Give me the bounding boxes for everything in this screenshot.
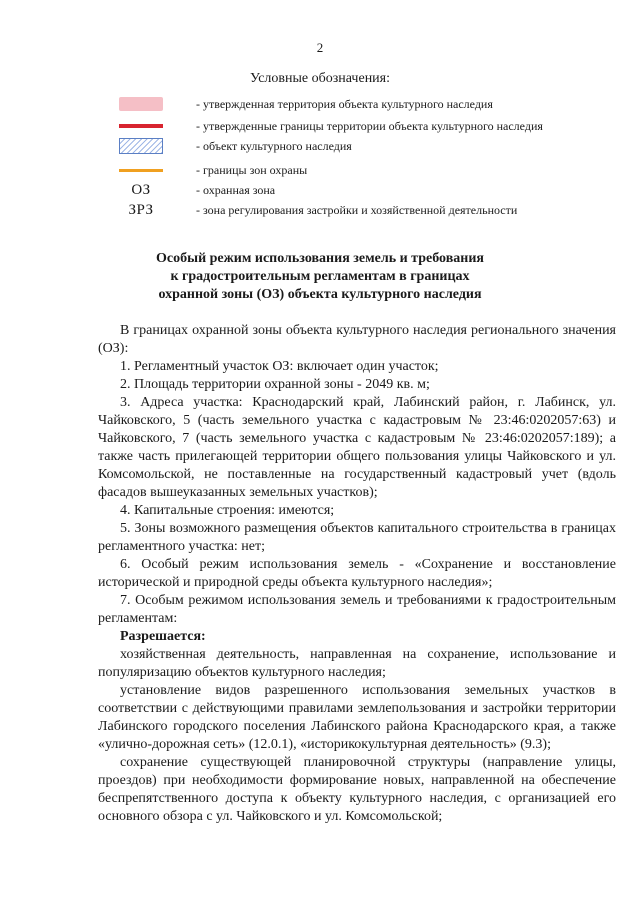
list-item: 6. Особый режим использования земель - «Сохранение и восстановление исторической и природной среды объекта культурного наследия»; <box>98 557 616 590</box>
body-text <box>98 322 616 826</box>
allowed-item: хозяйственная деятельность, направленная на сохранение, использование и популяризацию объектов культурного наследия; <box>98 647 616 680</box>
legend-item-development-zone <box>118 201 618 219</box>
allowed-item: установление видов разрешенного использования земельных участков в соответствии с действующими правилами землепользования и застройки территории Лабинского городского поселения Лабинского района Краснодарского края, а также «улично-дорожная сеть» (12.0.1), «историкокультурная деятельность» (9.3); <box>98 683 616 752</box>
legend-item-protection-zone-boundaries <box>118 161 618 179</box>
heading-line: к градостроительным регламентам в границах <box>170 269 470 284</box>
legend-label: - охранная зона <box>196 183 276 197</box>
legend-label: - границы зон охраны <box>196 163 308 177</box>
legend-label: - утвержденные границы территории объекта культурного наследия <box>196 119 543 133</box>
legend-item-heritage-object <box>118 137 618 155</box>
legend-title: Условные обозначения: <box>249 71 391 86</box>
oz-symbol: ОЗ <box>131 181 151 198</box>
legend-label: - утвержденная территория объекта культурного наследия <box>196 97 493 111</box>
legend-item-approved-boundaries <box>118 117 618 135</box>
intro-paragraph: В границах охранной зоны объекта культурного наследия регионального значения (ОЗ): <box>98 323 616 356</box>
page-number: 2 <box>316 40 324 55</box>
list-item: 5. Зоны возможного размещения объектов капитального строительства в границах регламентного участка: нет; <box>98 521 616 554</box>
allowed-heading: Разрешается: <box>120 629 206 644</box>
legend-item-approved-territory <box>118 95 618 113</box>
pink-fill-swatch-icon <box>118 95 164 113</box>
blue-hatch-swatch-icon <box>118 137 164 155</box>
red-line-swatch-icon <box>118 117 164 135</box>
orange-line-swatch-icon <box>118 161 164 179</box>
legend-label: - зона регулирования застройки и хозяйственной деятельности <box>196 203 518 217</box>
allowed-item: сохранение существующей планировочной структуры (направление улицы, проездов) при необходимости формирование новых, направленной на обеспечение беспрепятственного доступа к объекту культурного наследия, с организацией его основного обзора с ул. Чайковского и ул. Комсомольской; <box>98 755 616 824</box>
list-item: 4. Капитальные строения: имеются; <box>120 503 335 518</box>
legend-label: - объект культурного наследия <box>196 139 352 153</box>
heading-line: Особый режим использования земель и требования <box>156 251 484 266</box>
heading-line: охранной зоны (ОЗ) объекта культурного наследия <box>158 287 482 302</box>
section-heading <box>0 250 640 304</box>
list-item: 3. Адреса участка: Краснодарский край, Лабинский район, г. Лабинск, ул. Чайковского, 5 (часть земельного участка с кадастровым № 23:46:0202057:63) и Чайковского, 7 (часть земельного участка с кадастровым № 23:46:0202057:189); а также часть прилегающей территории общего пользования улицы Чайковского и ул. Комсомольской, не поставленные на государственный кадастровый учет (вдоль фасадов вышеуказанных земельных участков); <box>98 395 616 500</box>
legend-item-protection-zone <box>118 181 618 199</box>
list-item: 2. Площадь территории охранной зоны - 2049 кв. м; <box>120 377 430 392</box>
list-item: 7. Особым режимом использования земель и требованиями к градостроительным регламентам: <box>98 593 616 626</box>
zrz-symbol: ЗРЗ <box>128 201 154 218</box>
list-item: 1. Регламентный участок ОЗ: включает один участок; <box>120 359 439 374</box>
